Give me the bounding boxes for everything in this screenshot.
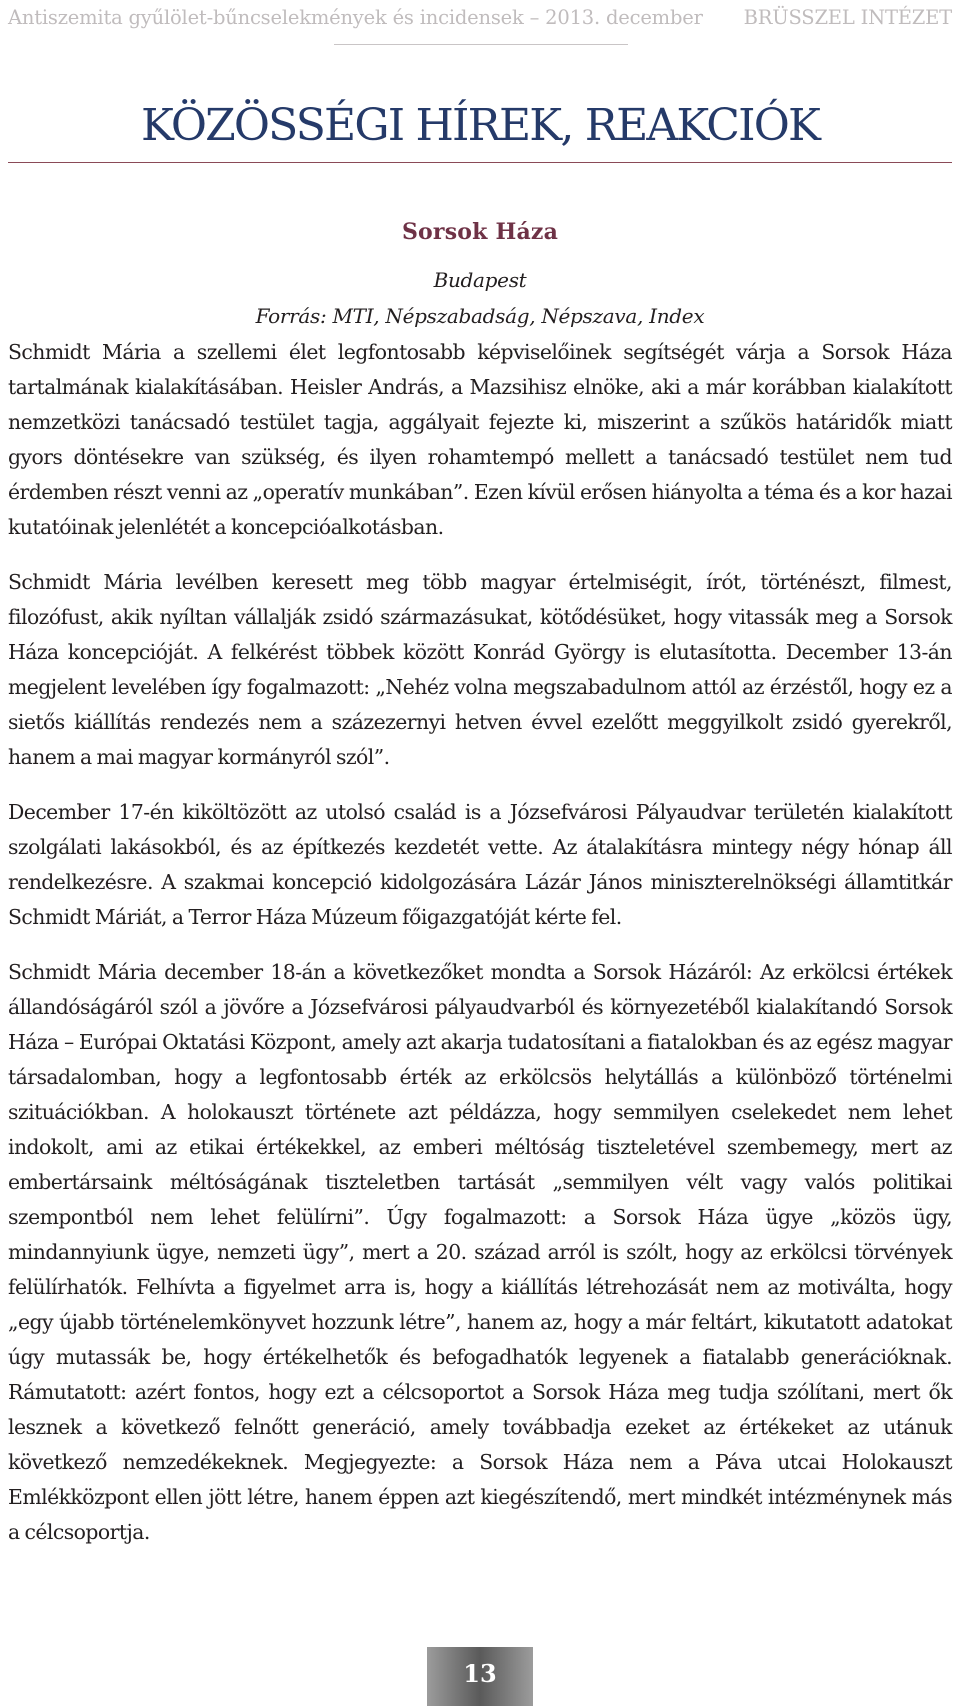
article-body [8,335,952,1570]
page-number: 13 [427,1647,533,1706]
article-place: Budapest [433,268,527,292]
header-divider [334,44,628,45]
section-title: KÖZÖSSÉGI HÍREK, REAKCIÓK [140,100,820,151]
article-paragraph: Schmidt Mária levélben keresett meg több magyar értelmiségit, írót, történészt, filmest, filozófust, akik nyíltan vállalják zsidó származásukat, kötődésüket, hogy vitassák meg a Sorsok Háza koncepcióját. A felkérést többek között Konrád György is elutasította. December 13-án megjelent levelében így fogalmazott: „Nehéz volna megszabadulnom attól az érzéstől, hogy ez a sietős kiállítás rendezés nem a százezernyi hetven évvel ezelőtt meggyilkolt zsidó gyerekről, hanem a mai magyar kormányról szól”. [8,570,952,769]
article-title: Sorsok Háza [401,219,559,245]
article-paragraph: Schmidt Mária a szellemi élet legfontosabb képviselőinek segítségét várja a Sorsok Háza tartalmának kialakításában. Heisler András, a Mazsihisz elnöke, aki a már korábban kialakított nemzetközi tanácsadó testület tagja, aggályait fejezte ki, miszerint a szűkös határidők miatt gyors döntésekre van szükség, és ilyen rohamtempó mellett a tanácsadó testület nem tud érdemben részt venni az „operatív munkában”. Ezen kívül erősen hiányolta a téma és a kor hazai kutatóinak jelenlétét a koncepcióalkotásban. [8,340,952,539]
article-source: Forrás: MTI, Népszabadság, Népszava, Index [255,304,705,328]
running-header-title: Antiszemita gyűlölet-bűncselekmények és incidensek – 2013. december [8,6,703,29]
running-header [8,6,952,32]
section-title-divider [8,162,952,163]
article-paragraph: Schmidt Mária december 18-án a következőket mondta a Sorsok Házáról: Az erkölcsi értékek állandóságáról szól a jövőre a Józsefvárosi pályaudvarból és környezetéből kialakítandó Sorsok Háza – Európai Oktatási Központ, amely azt akarja tudatosítani a fiatalokban és az egész magyar társadalomban, hogy a legfontosabb érték az erkölcsös helytállás a különböző történelmi szituációkban. A holokauszt története azt példázza, hogy semmilyen cselekedet nem lehet indokolt, ami az etikai értékekkel, az emberi méltóság tiszteletével szembemegy, mert az embertársaink méltóságának tiszteletben tartását „semmilyen vélt vagy valós politikai szempontból nem lehet felülírni”. Úgy fogalmazott: a Sorsok Háza ügye „közös ügy, mindannyiunk ügye, nemzeti ügy”, mert a 20. század arról is szólt, hogy az erkölcsi törvények felülírhatók. Felhívta a figyelmet arra is, hogy a kiállítás létrehozását nem az motiválta, hogy „egy újabb történelemkönyvet hozzunk létre”, hanem az, hogy a már feltárt, kikutatott adatokat úgy mutassák be, hogy értékelhetők és befogadhatók legyenek a fiatalabb generációknak. Rámutatott: azért fontos, hogy ezt a célcsoportot a Sorsok Háza meg tudja szólítani, mert ők lesznek a következő felnőtt generáció, amely továbbadja ezeket az értékeket az utánuk következő nemzedékeknek. Megjegyezte: a Sorsok Háza nem a Páva utcai Holokauszt Emlékközpont ellen jött létre, hanem éppen azt kiegészítendő, mert mindkét intézménynek más a célcsoportja. [8,960,952,1544]
article-paragraph: December 17-én kiköltözött az utolsó család is a Józsefvárosi Pályaudvar területén kialakított szolgálati lakásokból, és az építkezés kezdetét vette. Az átalakításra mintegy négy hónap áll rendelkezésre. A szakmai koncepció kidolgozására Lázár János miniszterelnökségi államtitkár Schmidt Máriát, a Terror Háza Múzeum főigazgatóját kérte fel. [8,800,952,929]
running-header-publisher: BRÜSSZEL INTÉZET [743,6,952,29]
